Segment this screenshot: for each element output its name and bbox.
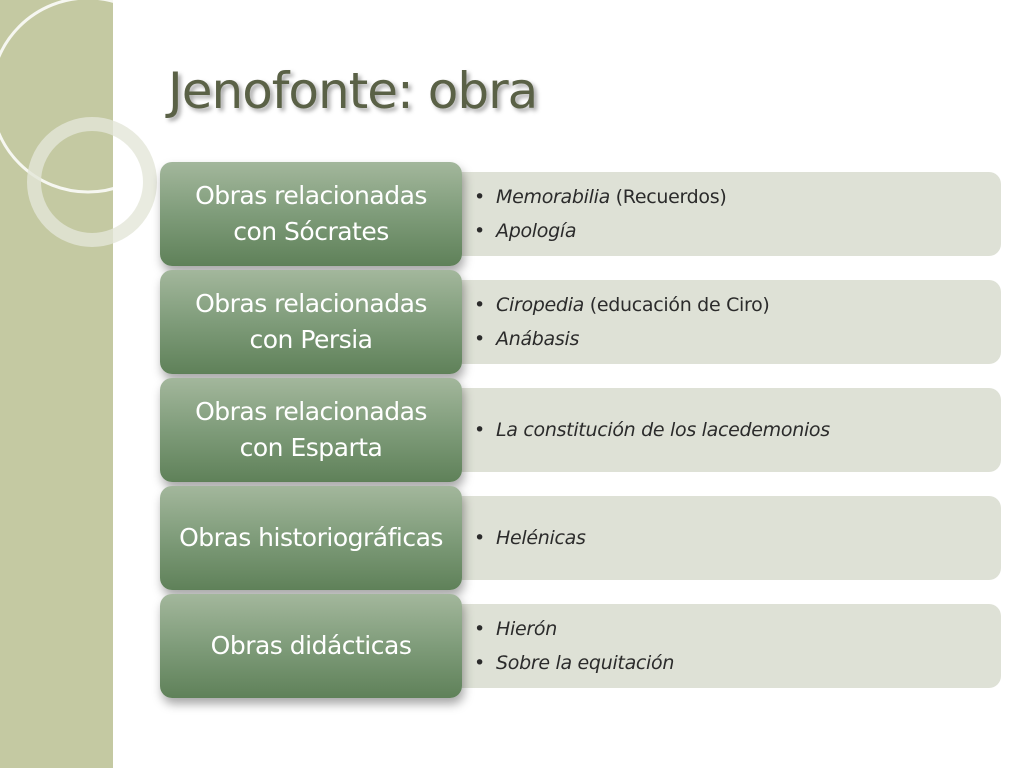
category-label: Obras relacionadas con Sócrates (195, 181, 427, 246)
category-row (160, 486, 1002, 590)
list-item (496, 214, 726, 248)
works-panel (440, 496, 1001, 580)
category-row (160, 162, 1002, 266)
category-label: Obras relacionadas con Esparta (195, 397, 427, 462)
category-box (160, 162, 462, 266)
category-label: Obras relacionadas con Persia (195, 289, 427, 354)
list-item (496, 646, 674, 680)
list-item (496, 322, 770, 356)
work-title: Anábasis (496, 328, 580, 350)
slide-title: Jenofonte: obra (168, 62, 538, 120)
works-list (496, 612, 674, 680)
work-title: Ciropedia (496, 294, 585, 316)
work-note: (educación de Ciro) (584, 294, 770, 316)
category-row (160, 270, 1002, 374)
work-title: Sobre la equitación (496, 652, 675, 674)
category-box (160, 378, 462, 482)
work-title: Memorabilia (496, 186, 610, 208)
list-item (496, 288, 770, 322)
category-label: Obras historiográficas (179, 523, 443, 552)
category-box (160, 270, 462, 374)
works-list (496, 521, 586, 555)
work-title: Apología (496, 220, 577, 242)
list-item (496, 413, 830, 447)
works-panel (440, 172, 1001, 256)
category-row (160, 594, 1002, 698)
works-panel (440, 388, 1001, 472)
work-title: Hierón (496, 618, 557, 640)
work-note: (Recuerdos) (609, 186, 727, 208)
works-panel (440, 604, 1001, 688)
list-item (496, 180, 726, 214)
list-item (496, 612, 674, 646)
work-title: La constitución de los lacedemonios (496, 419, 830, 441)
category-box (160, 594, 462, 698)
category-label: Obras didácticas (210, 631, 412, 660)
works-panel (440, 280, 1001, 364)
list-item (496, 521, 586, 555)
category-box (160, 486, 462, 590)
category-row (160, 378, 1002, 482)
works-list (496, 180, 726, 248)
works-list (496, 413, 830, 447)
works-list (496, 288, 770, 356)
work-title: Helénicas (496, 527, 586, 549)
